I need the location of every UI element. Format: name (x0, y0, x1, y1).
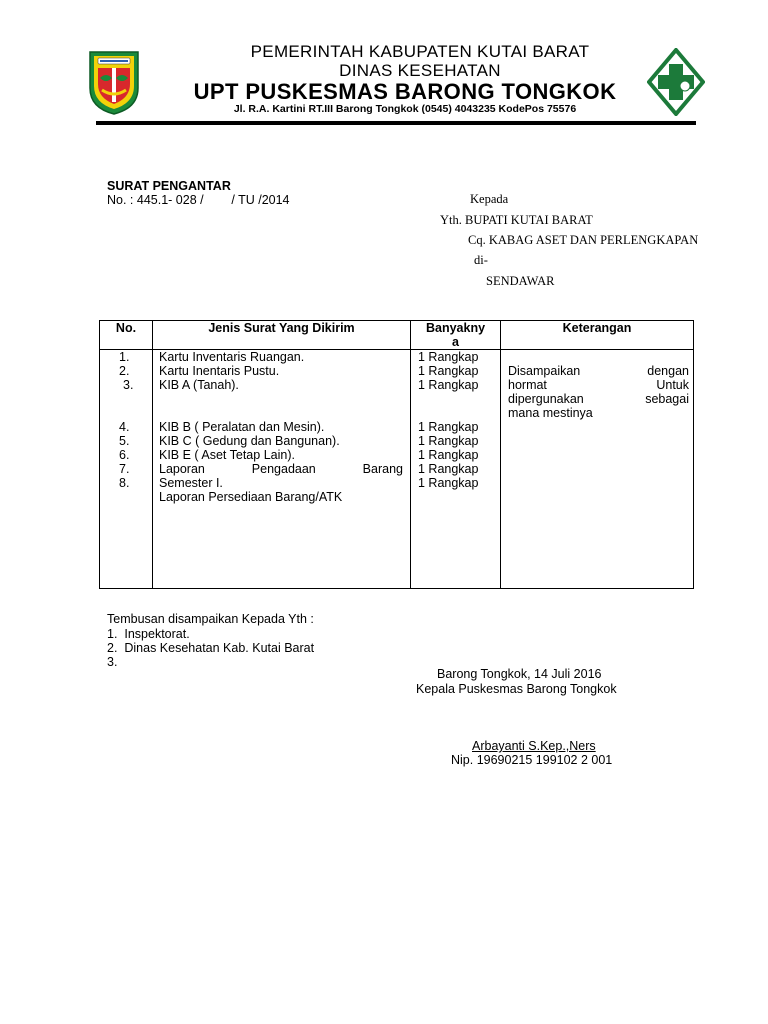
kop-pemerintah: PEMERINTAH KABUPATEN KUTAI BARAT (250, 42, 590, 61)
keterangan-word: Disampaikan (508, 364, 581, 378)
row-banyak: 1 Rangkap (418, 448, 479, 462)
row-jenis: KIB A (Tanah). (159, 378, 239, 392)
ttd-tempat-tanggal: Barong Tongkok, 14 Juli 2016 (437, 667, 602, 681)
row-banyak: 1 Rangkap (418, 476, 479, 490)
keterangan-word: Untuk (656, 378, 689, 392)
row-no: 3. (123, 378, 134, 392)
kepada-yth: Yth. BUPATI KUTAI BARAT (440, 213, 593, 227)
keterangan-word: hormat (508, 378, 547, 392)
keterangan-word: dengan (647, 364, 689, 378)
keterangan-line: mana mestinya (508, 406, 593, 420)
surat-nomor: No. : 445.1- 028 / / TU /2014 (107, 193, 290, 207)
col-keterangan (501, 350, 694, 589)
table-header-row (100, 321, 694, 350)
row-jenis: KIB C ( Gedung dan Bangunan). (159, 434, 340, 448)
header-banyaknya-line1: Banyakny (425, 321, 486, 335)
row-no: 6. (119, 448, 130, 462)
row-banyak: 1 Rangkap (418, 378, 479, 392)
col-no (100, 350, 153, 589)
header-keterangan: Keterangan (501, 321, 694, 350)
ttd-jabatan: Kepala Puskesmas Barong Tongkok (416, 682, 617, 696)
row-jenis: Kartu Inventaris Ruangan. (159, 350, 305, 364)
surat-title: SURAT PENGANTAR (107, 179, 231, 193)
col-jenis (153, 350, 411, 589)
keterangan-line (508, 378, 689, 392)
tembusan-title: Tembusan disampaikan Kepada Yth : (107, 612, 314, 626)
kop-instansi: UPT PUSKESMAS BARONG TONGKOK (193, 79, 617, 104)
kepada-tempat: SENDAWAR (486, 274, 555, 288)
tembusan-item: 2. Dinas Kesehatan Kab. Kutai Barat (107, 641, 315, 655)
row-banyak: 1 Rangkap (418, 420, 479, 434)
row-banyak: 1 Rangkap (418, 364, 479, 378)
row-jenis: KIB B ( Peralatan dan Mesin). (159, 420, 325, 434)
kepada-label: Kepada (470, 192, 509, 206)
header-banyaknya (411, 321, 501, 350)
row-banyak: 1 Rangkap (418, 462, 479, 476)
tembusan-item: 3. (107, 655, 118, 669)
keterangan-line (508, 392, 689, 406)
table-body-row (100, 350, 694, 589)
kepada-di: di- (474, 253, 488, 267)
col-banyaknya (411, 350, 501, 589)
row-no: 5. (119, 434, 130, 448)
row-banyak: 1 Rangkap (418, 350, 479, 364)
row-jenis-justified (159, 462, 403, 476)
row-jenis: KIB E ( Aset Tetap Lain). (159, 448, 295, 462)
header-jenis: Jenis Surat Yang Dikirim (153, 321, 411, 350)
kepada-cq: Cq. KABAG ASET DAN PERLENGKAPAN (468, 233, 699, 247)
row-no: 7. (119, 462, 130, 476)
row-banyak: 1 Rangkap (418, 434, 479, 448)
row-jenis-word: Laporan (159, 462, 205, 476)
ttd-nama: Arbayanti S.Kep.,Ners (472, 739, 596, 753)
kutai-barat-logo (86, 48, 142, 116)
row-no: 8. (119, 476, 130, 490)
keterangan-word: dipergunakan (508, 392, 584, 406)
keterangan-word: sebagai (645, 392, 689, 406)
row-no: 2. (119, 364, 130, 378)
kop-alamat: Jl. R.A. Kartini RT.III Barong Tongkok (0545) 4043235 KodePos 75576 (233, 103, 577, 115)
kop-divider (96, 121, 696, 125)
row-jenis: Semester I. (159, 476, 223, 490)
header-no: No. (100, 321, 153, 350)
row-no: 4. (119, 420, 130, 434)
row-jenis-word: Pengadaan (251, 462, 316, 476)
document-table (99, 320, 694, 589)
row-no: 1. (119, 350, 130, 364)
tembusan-item: 1. Inspektorat. (107, 627, 190, 641)
kop-dinas: DINAS KESEHATAN (339, 61, 501, 80)
row-jenis-extra: Laporan Persediaan Barang/ATK (159, 490, 343, 504)
ttd-nip: Nip. 19690215 199102 2 001 (451, 753, 613, 767)
row-jenis-word: Barang (362, 462, 403, 476)
header-banyaknya-line2: a (452, 335, 459, 349)
keterangan-line (508, 364, 689, 378)
row-jenis: Kartu Inentaris Pustu. (159, 364, 280, 378)
